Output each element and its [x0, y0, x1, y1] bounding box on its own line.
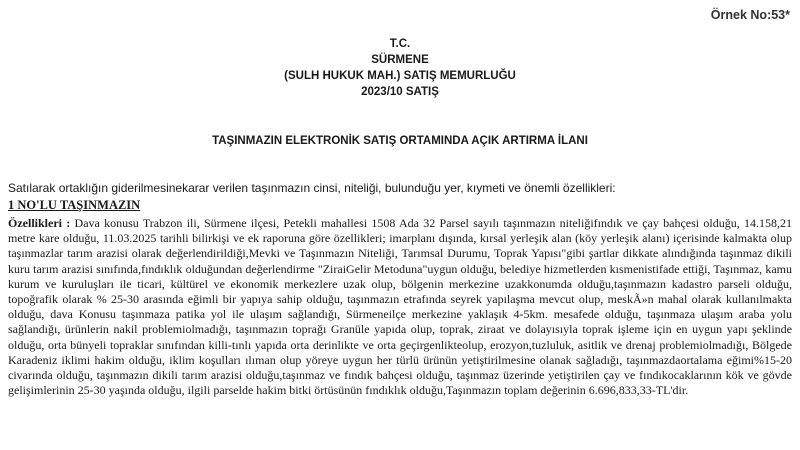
- features-text: Dava konusu Trabzon ili, Sürmene ilçesi, Petekli mahallesi 1508 Ada 32 Parsel sayılı taşınmazın niteliğifındık ve çay bahçesi olduğu, 14.158,21 metre kare olduğu, 11.03.2025 tarihli bilirkişi ve ek raporuna göre özellikleri; imarplanı dışında, kırsal yerleşik alan (köy yerleşik alanı) içerisinde kalmakta olup taşınmazlar tarım arazisi olarak değerlendirildiği,Mevki ve Taşınmazın Niteliği, Tarımsal Durumu, Toprak Yapısı"gibi şartlar dikkate alındığında taşınmaz dikili kuru tarım arazisi sınıfında,fındıklık olduğundan değerlendirme "ZiraiGelir Metoduna"uygun olduğu, belediye hizmetlerden kısmenistifade ettiği, Taşınmaz, kamu kurum ve kuruluşları ile ticari, kültürel ve ekonomik merkezlere uzak olup, bölgenin merkezine uzakkonumda olduğu,taşınmazın kadastro parseli olduğu, topoğrafik olarak % 25-30 arasında eğimli bir yapıya sahip olduğu, taşınmazın etrafında seyrek yapılaşma mevcut olup, meskÃ»n mahal olarak kullanılmakta olduğu, dava Konusu taşınmaza patika yol ile ulaşım sağlandığı, Sürmeneilçe merkezine yaklaşık 4-5km. mesafede olduğu, taşınmaza ulaşım araba yolu sağlandığı, ürünlerin nakil problemiolmadığı, taşınmazın toprağı Granüle yapıda olup, toprak, ziraat ve dolayısıyla toprak işleme için en uygun yapı şeklinde olduğu, orta bünyeli topraklar sınıfından killi-tınlı yapıda orta derinlikte ve orta geçirgenlikteolup, erozyon,tuzluluk, asitlik ve drenaj problemiolmadığı, Bölgede Karadeniz iklimi hakim olduğu, iklim koşulları ılıman olup yöreye uygun her türlü ürünün yetiştirilmesine olanak sağladığı, taşınmazdaortalama eğimi%15-20 civarında olduğu, taşınmazın dikili tarım arazisi olduğu,taşınmaz ve fındık bahçesi olduğu, taşınmaz üzerinde yetiştirilen çay ve fındıkocaklarının kök ve gövde gelişimlerinin 25-30 yaşında olduğu, ilgili parselde hakim bitki örtüsünün fındıklık olduğu,Taşınmazın toplam değerinin 6.696,833,33-TL'dir.: [8, 216, 793, 398]
- document-header: [0, 36, 800, 100]
- property-features: [8, 216, 792, 398]
- header-line-district: SÜRMENE: [371, 54, 429, 66]
- announcement-title: TAŞINMAZIN ELEKTRONİK SATIŞ ORTAMINDA AÇIK ARTIRMA İLANI: [212, 135, 588, 147]
- intro-paragraph: Satılarak ortaklığın giderilmesinekarar verilen taşınmazın cinsi, niteliği, bulunduğu yer, kıymeti ve önemli özellikleri:: [8, 181, 616, 195]
- header-line-case-number: 2023/10 SATIŞ: [361, 86, 439, 98]
- property-heading: 1 NO'LU TAŞINMAZIN: [8, 198, 141, 212]
- features-label: Özellikleri :: [8, 216, 71, 230]
- sample-number: Örnek No:53*: [710, 8, 790, 22]
- header-line-tc: T.C.: [389, 38, 411, 50]
- header-line-office: (SULH HUKUK MAH.) SATIŞ MEMURLUĞU: [284, 70, 516, 82]
